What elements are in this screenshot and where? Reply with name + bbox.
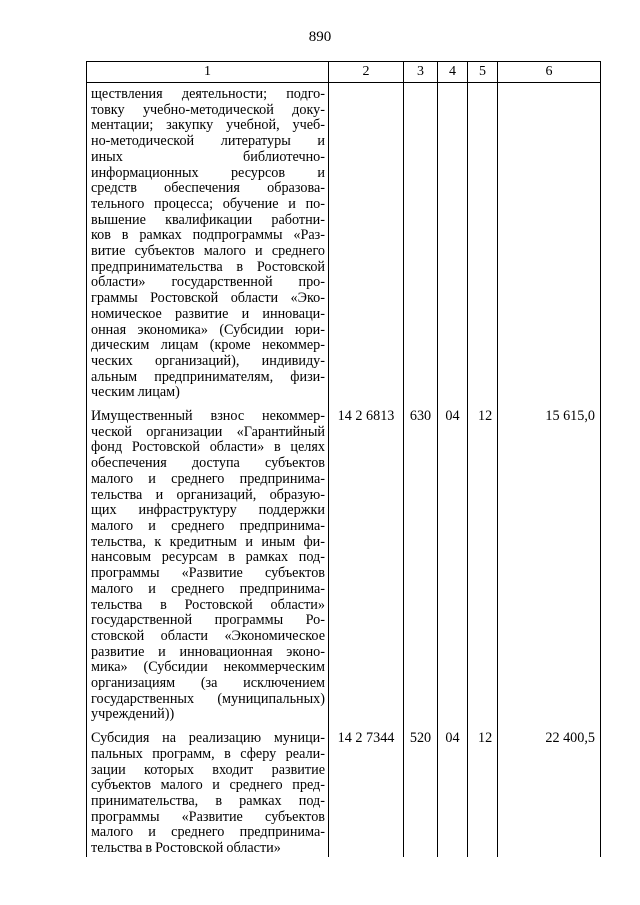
description-line: альным предпринимателям, физи- xyxy=(91,368,325,385)
budget-table xyxy=(86,61,601,857)
row-description xyxy=(87,409,329,723)
description-line: но-методической литературы и xyxy=(91,133,325,150)
column-header-4: 4 xyxy=(438,62,468,83)
row-expense-type-code: 630 xyxy=(404,409,438,723)
description-line: щих инфраструктуру поддержки xyxy=(91,502,325,519)
description-line: ческим лицам) xyxy=(91,384,180,401)
description-line: ческих организаций), индивиду- xyxy=(91,352,325,369)
description-line: тельного процесса; обучение и по- xyxy=(91,195,325,212)
description-line: информационных ресурсов и xyxy=(91,164,325,181)
description-line: малого и среднего предпринима- xyxy=(91,470,325,487)
description-line: номическое развитие и инноваци- xyxy=(91,305,325,322)
description-line: области» государственной про- xyxy=(91,274,325,291)
description-line: зации которых входит развитие xyxy=(91,761,325,778)
description-line: онная экономика» (Субсидии юри- xyxy=(91,321,325,338)
row-expense-type-code: 520 xyxy=(404,731,438,857)
description-line: малого и среднего предпринима- xyxy=(91,824,325,841)
description-line: тельства и организаций, образую- xyxy=(91,486,325,503)
column-number-header-row xyxy=(87,62,601,83)
row-description xyxy=(87,731,329,857)
column-header-3: 3 xyxy=(404,62,438,83)
description-line: ществления деятельности; подго- xyxy=(91,86,325,102)
row-description xyxy=(87,83,329,402)
description-line: малого и среднего предпринима- xyxy=(91,580,325,597)
description-line: вышение квалификации работни- xyxy=(91,211,325,228)
description-line: пальных программ, в сферу реали- xyxy=(91,745,325,762)
description-line: программы «Развитие субъектов xyxy=(91,808,325,825)
description-line: витие субъектов малого и среднего xyxy=(91,243,325,260)
description-line: государственной программы Ро- xyxy=(91,612,325,629)
row-amount: 22 400,5 xyxy=(498,731,601,857)
description-line: иных библиотечно- xyxy=(91,148,325,165)
column-header-2: 2 xyxy=(329,62,404,83)
row-section-code: 04 xyxy=(438,731,468,857)
description-line: стовской области «Экономическое xyxy=(91,627,325,644)
row-subsection-code: 12 xyxy=(468,731,498,857)
description-line: дическим лицам (кроме некоммер- xyxy=(91,337,325,354)
table-row xyxy=(87,83,601,402)
description-line: товку учебно-методической доку- xyxy=(91,101,325,118)
column-header-6: 6 xyxy=(498,62,601,83)
column-header-1: 1 xyxy=(87,62,329,83)
row-subsection-code: 12 xyxy=(468,409,498,723)
row-amount xyxy=(498,83,601,402)
table-row xyxy=(87,731,601,857)
description-line: малого и среднего предпринима- xyxy=(91,517,325,534)
row-target-article-code xyxy=(329,83,404,402)
description-line: нансовым ресурсам в рамках под- xyxy=(91,549,325,566)
table-body xyxy=(87,83,601,857)
description-line: тельства, к кредитным и иным фи- xyxy=(91,533,325,550)
description-line: ков в рамках подпрограммы «Раз- xyxy=(91,227,325,244)
description-line: средств обеспечения образова- xyxy=(91,180,325,197)
description-line: тельства в Ростовской области» xyxy=(91,596,325,613)
description-line: Субсидия на реализацию муници- xyxy=(91,730,325,747)
description-line: обеспечения доступа субъектов xyxy=(91,455,325,472)
row-section-code: 04 xyxy=(438,409,468,723)
row-expense-type-code xyxy=(404,83,438,402)
description-line: организациям (за исключением xyxy=(91,675,325,692)
row-target-article-code: 14 2 7344 xyxy=(329,731,404,857)
description-line: предпринимательства в Ростовской xyxy=(91,258,325,275)
row-section-code xyxy=(438,83,468,402)
description-line: программы «Развитие субъектов xyxy=(91,565,325,582)
description-line: тельства в Ростовской области» xyxy=(91,840,281,857)
column-header-5: 5 xyxy=(468,62,498,83)
description-line: учреждений)) xyxy=(91,706,175,723)
description-line: фонд Ростовской области» в целях xyxy=(91,439,325,456)
description-line: развитие и инновационная эконо- xyxy=(91,643,325,660)
table-row xyxy=(87,409,601,723)
description-line: граммы Ростовской области «Эко- xyxy=(91,290,325,307)
row-target-article-code: 14 2 6813 xyxy=(329,409,404,723)
description-line: государственных (муниципальных) xyxy=(91,690,325,707)
description-line: Имущественный взнос некоммер- xyxy=(91,408,325,425)
description-line: ческой организации «Гарантийный xyxy=(91,423,325,440)
description-line: принимательства, в рамках под- xyxy=(91,792,325,809)
row-amount: 15 615,0 xyxy=(498,409,601,723)
description-line: мика» (Субсидии некоммерческим xyxy=(91,659,325,676)
description-line: ментации; закупку учебной, учеб- xyxy=(91,117,325,134)
description-line: субъектов малого и среднего пред- xyxy=(91,777,325,794)
page-number: 890 xyxy=(308,29,332,45)
row-subsection-code xyxy=(468,83,498,402)
